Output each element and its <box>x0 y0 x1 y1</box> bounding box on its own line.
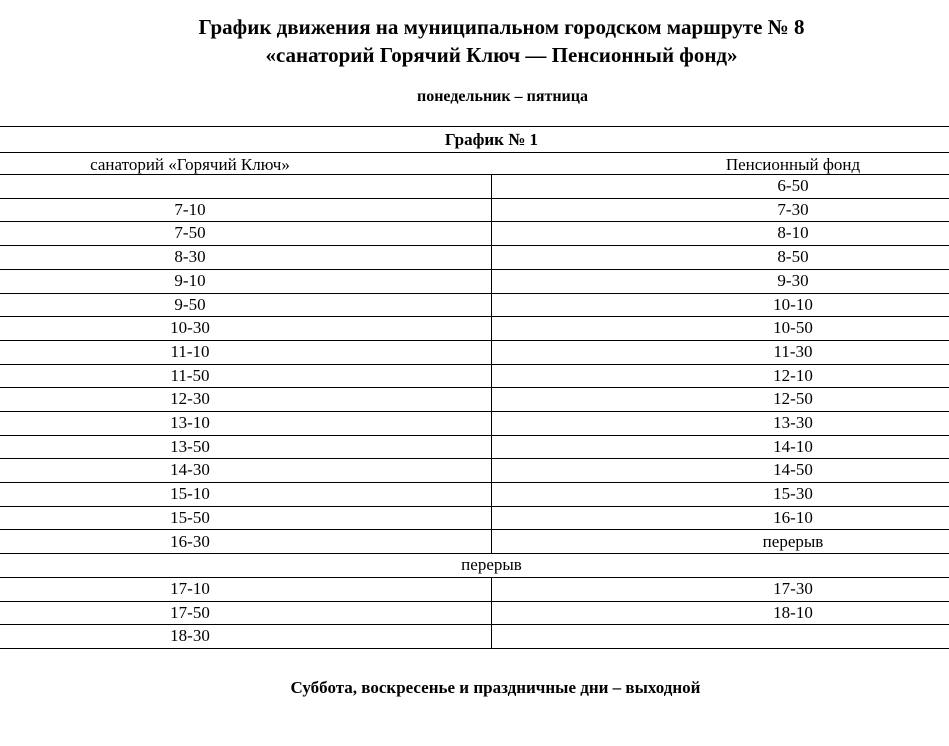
departure-sanatorium: 7-10 <box>174 199 206 219</box>
days-subtitle: понедельник – пятница <box>416 88 588 105</box>
column-header-pension-fund: Пенсионный фонд <box>725 155 861 174</box>
departure-sanatorium: 11-10 <box>170 341 210 361</box>
departure-sanatorium: 18-30 <box>170 626 210 646</box>
column-header-sanatorium: санаторий «Горячий Ключ» <box>90 155 290 174</box>
departure-sanatorium: 7-50 <box>174 223 206 243</box>
schedule-number-title: График № 1 <box>444 130 539 149</box>
departure-pension-fund: 9-30 <box>777 270 809 290</box>
departure-pension-fund: 12-10 <box>773 365 813 385</box>
weekend-note: Суббота, воскресенье и праздничные дни – выходной <box>290 678 701 697</box>
departure-pension-fund: 12-50 <box>773 389 813 409</box>
departure-sanatorium: 8-30 <box>174 247 206 267</box>
departure-sanatorium: 11-50 <box>170 365 210 385</box>
departure-sanatorium: 13-10 <box>170 413 210 432</box>
departure-pension-fund: 8-10 <box>777 223 809 243</box>
row-divider <box>0 648 949 649</box>
departure-sanatorium: 9-10 <box>174 270 206 290</box>
departure-pension-fund: 8-50 <box>777 247 809 267</box>
departure-sanatorium: 9-50 <box>174 294 206 314</box>
departure-pension-fund: 17-30 <box>773 578 813 598</box>
departure-sanatorium: 17-10 <box>170 578 210 598</box>
departure-sanatorium: 10-30 <box>170 318 210 338</box>
break-row: перерыв <box>461 555 522 574</box>
departure-sanatorium: 17-50 <box>170 602 210 622</box>
column-divider-upper <box>491 174 492 553</box>
departure-pension-fund: 6-50 <box>777 176 809 195</box>
departure-pension-fund: 14-10 <box>773 436 813 456</box>
departure-pension-fund: перерыв <box>762 531 824 551</box>
departure-pension-fund: 16-10 <box>773 507 813 527</box>
column-divider-lower <box>491 577 492 648</box>
departure-sanatorium: 15-10 <box>170 484 210 504</box>
departure-sanatorium: 15-50 <box>170 507 210 527</box>
departure-pension-fund: 11-30 <box>773 341 813 361</box>
document-title-line-2: «санаторий Горячий Ключ — Пенсионный фонд» <box>265 43 738 67</box>
schedule-title-divider <box>0 152 949 153</box>
departure-pension-fund: 14-50 <box>773 460 813 480</box>
departure-pension-fund: 10-50 <box>773 318 813 338</box>
departure-sanatorium: 13-50 <box>170 436 210 456</box>
departure-pension-fund: 10-10 <box>773 294 813 314</box>
departure-pension-fund: 18-10 <box>773 602 813 622</box>
departure-pension-fund: 13-30 <box>773 413 813 432</box>
departure-pension-fund: 7-30 <box>777 199 809 219</box>
departure-sanatorium: 16-30 <box>170 531 210 551</box>
table-top-border <box>0 126 949 127</box>
document-title-line-1: График движения на муниципальном городском маршруте № 8 <box>198 15 805 39</box>
departure-sanatorium: 14-30 <box>170 460 210 480</box>
departure-sanatorium: 12-30 <box>170 389 210 409</box>
departure-pension-fund: 15-30 <box>773 484 813 504</box>
